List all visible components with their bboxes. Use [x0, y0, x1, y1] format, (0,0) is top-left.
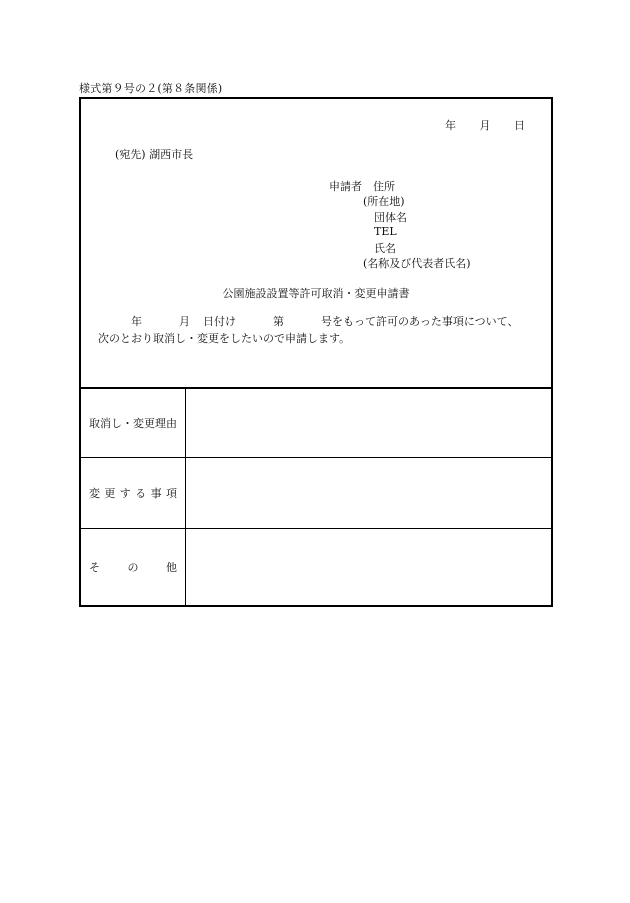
- row-label-reason: 取消し・変更理由: [81, 389, 186, 457]
- table-row: [81, 529, 551, 605]
- applicant-name-alt: (名称及び代表者氏名): [363, 257, 471, 270]
- applicant-name-label: 氏名: [374, 242, 396, 255]
- addressee: (宛先) 湖西市長: [115, 148, 194, 161]
- application-form: [79, 97, 553, 607]
- body-number-prefix: 第: [273, 315, 284, 328]
- form-code: 様式第９号の２(第８条関係): [79, 82, 223, 95]
- reason-field[interactable]: [186, 389, 551, 457]
- form-header-section: [81, 99, 551, 389]
- body-line-1: [131, 313, 518, 329]
- row-label-changes: 変 更 す る 事 項: [81, 458, 186, 528]
- body-line1-rest: 号をもって許可のあった事項について、: [321, 315, 519, 328]
- body-line-2: 次のとおり取消し・変更をしたいので申請します。: [98, 332, 351, 345]
- date-month: 月: [479, 119, 491, 132]
- changes-field[interactable]: [186, 458, 551, 528]
- row-label-other: そ の 他: [81, 529, 186, 605]
- date-year: 年: [445, 119, 456, 132]
- applicant-tel-label: TEL: [374, 225, 397, 238]
- applicant-group-name-label: 団体名: [374, 211, 407, 224]
- table-row: [81, 389, 551, 458]
- body-dated: 日付け: [203, 315, 236, 328]
- body-month: 月: [179, 315, 190, 328]
- date-day: 日: [514, 119, 525, 132]
- document-title: 公園施設設置等許可取消・変更申請書: [222, 287, 410, 300]
- applicant-address-label: 申請者 住所: [329, 180, 395, 193]
- table-row: [81, 458, 551, 529]
- body-year: 年: [131, 315, 142, 328]
- other-field[interactable]: [186, 529, 551, 605]
- date-line: [445, 117, 525, 133]
- applicant-address-alt: (所在地): [363, 195, 405, 208]
